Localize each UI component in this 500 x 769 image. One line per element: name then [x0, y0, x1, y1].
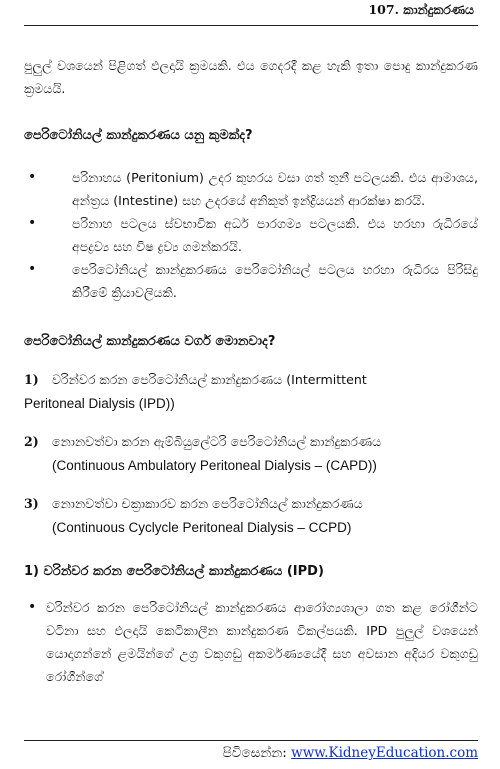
- website-link[interactable]: www.KidneyEducation.com: [291, 745, 478, 761]
- bullet-item: • පරිනාහය (Peritonium) උදර කුහරය වසා ගත් තුනී පටලයකි. එය ආමාශය, අන්ත්‍රය (Intestine) සහ උදරයේ අනිකුත් ඉන්ද්‍රියයන් ආරක්ෂා කරයි.: [24, 166, 478, 212]
- bullet-item: • පරිනාහ පටලය ස්වභාවික අර්ධ පාරගම්‍ය පටලයකි. එය හරහා රුධිරයේ අපද්‍රව්‍ය සහ විෂ ද්‍රව්‍ය ගමන්කරයි.: [24, 212, 478, 258]
- page-header: [368, 0, 474, 20]
- intro-paragraph: පුලුල් වශයෙන් පිළිගත් ඵලදායි ක්‍රමයකි. එය ගෙදරදී කළ හැකි ඉතා පොදු කාන්දුකරණ ක්‍රමයයි.: [24, 58, 478, 96]
- section1-bullet-list: [24, 166, 478, 304]
- type-item-capd: 2) නොනවත්වා කරන ඇම්බියුලේටරි පෙරිටෝනියල් කාන්දුකරණය (Continuous Ambulatory Peritoneal Dialysis – (CAPD)): [24, 434, 382, 473]
- type-item-ccpd: 3) නොනවත්වා චක්‍රාකාරව කරන පෙරිටෝනියල් කාන්දුකරණය (Continuous Cyclycle Peritoneal Dialysis – CCPD): [24, 496, 363, 535]
- page-number: 107.: [368, 2, 399, 17]
- page-body: [24, 54, 478, 688]
- bullet-icon: •: [28, 215, 37, 231]
- chapter-title: කාන්දුකරණය: [403, 2, 474, 17]
- type-item-ipd: 1) වරින්වර කරන පෙරිටෝනියල් කාන්දුකරණය (Intermittent Peritoneal Dialysis (IPD)): [24, 372, 367, 411]
- bullet-icon: •: [28, 169, 37, 185]
- header-rule: [24, 25, 478, 26]
- bullet-icon: •: [28, 261, 37, 277]
- section-heading-what-is: පෙරිටෝනියල් කාන්දුකරණය යනු කුමක්ද?: [24, 128, 253, 143]
- bullet-item: • වරින්වර කරන පෙරිටෝනියල් කාන්දුකරණය ආරෝග්‍යශාලා ගත කළ රෝගීන්ට වටිනා සහ ඵලදායි කෙටිකාලීන කාන්දුකරණ විකල්පයකි. IPD පුලුල් වශයෙන් යොදාගන්නේ ළමයින්ගේ උග්‍ර වකුගඩු අකර්මණ්‍යයේදී සහ අවසාන අදියර වකුගඩු රෝගීන්ගේ: [24, 596, 478, 688]
- footer-label: පිවිසෙන්න:: [222, 745, 287, 761]
- bullet-icon: •: [28, 599, 37, 615]
- section3-bullet-list: [24, 596, 478, 688]
- section-heading-ipd: 1) වරින්වර කරන පෙරිටෝනියල් කාන්දුකරණය (IPD): [24, 564, 324, 579]
- bullet-item: • පෙරිටෝනියල් කාන්දුකරණය පෙරිටෝනියල් පටලය හරහා රුධිරය පිරිසිදු කිරීමේ ක්‍රියාවලියකි.: [24, 258, 478, 304]
- section-heading-types: පෙරිටෝනියල් කාන්දුකරණය වර්ග මොනවාද?: [24, 334, 276, 349]
- footer-rule: [24, 740, 478, 741]
- page-footer: [223, 745, 478, 761]
